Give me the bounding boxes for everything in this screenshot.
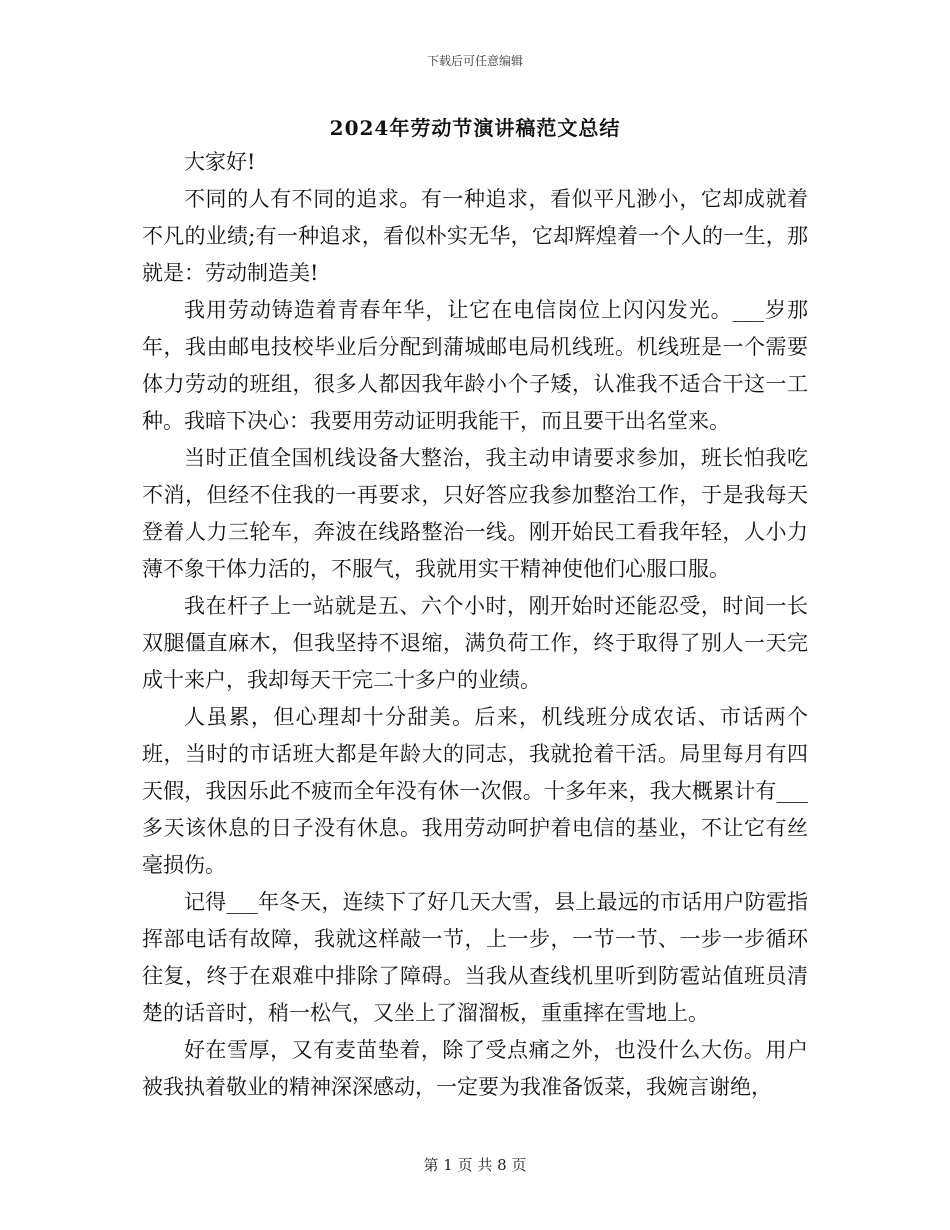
paragraph: 我在杆子上一站就是五、六个小时，刚开始时还能忍受，时间一长双腿僵直麻木，但我坚持不退缩，满负荷工作，终于取得了别人一天完成十来户，我却每天干完二十多户的业绩。 <box>142 594 808 692</box>
page-header-note: 下载后可任意编辑 <box>426 54 523 68</box>
page-number: 第 1 页 共 8 页 <box>423 1156 527 1174</box>
paragraph: 记得___年冬天，连续下了好几天大雪，县上最远的市话用户防雹指挥部电话有故障，我就这样敲一节，上一步，一节一节、一步一步循环往复，终于在艰难中排除了障碍。当我从查线机里听到防雹站值班员清楚的话音时，稍一松气，又坐上了溜溜板，重重摔在雪地上。 <box>142 890 808 1025</box>
document-title: 2024年劳动节演讲稿范文总结 <box>329 116 621 140</box>
paragraph: 不同的人有不同的追求。有一种追求，看似平凡渺小，它却成就着不凡的业绩;有一种追求，看似朴实无华，它却辉煌着一个人的一生，那就是：劳动制造美! <box>142 187 808 285</box>
paragraph: 好在雪厚，又有麦苗垫着，除了受点痛之外，也没什么大伤。用户被我执着敬业的精神深深感动，一定要为我准备饭菜，我婉言谢绝， <box>142 1038 808 1099</box>
paragraph: 我用劳动铸造着青春年华，让它在电信岗位上闪闪发光。___岁那年，我由邮电技校毕业后分配到蒲城邮电局机线班。机线班是一个需要体力劳动的班组，很多人都因我年龄小个子矮，认准我不适合干这一工种。我暗下决心：我要用劳动证明我能干，而且要干出名堂来。 <box>142 298 808 433</box>
paragraph: 当时正值全国机线设备大整治，我主动申请要求参加，班长怕我吃不消，但经不住我的一再要求，只好答应我参加整治工作，于是我每天登着人力三轮车，奔波在线路整治一线。刚开始民工看我年轻，人小力薄不象干体力活的，不服气，我就用实干精神使他们心服口服。 <box>142 446 808 581</box>
document-body <box>142 144 808 1106</box>
paragraph-greeting: 大家好! <box>184 150 256 174</box>
paragraph: 人虽累，但心理却十分甜美。后来，机线班分成农话、市话两个班，当时的市话班大都是年龄大的同志，我就抢着干活。局里每月有四天假，我因乐此不疲而全年没有休一次假。十多年来，我大概累计有___多天该休息的日子没有休息。我用劳动呵护着电信的基业，不让它有丝毫损伤。 <box>142 705 808 877</box>
